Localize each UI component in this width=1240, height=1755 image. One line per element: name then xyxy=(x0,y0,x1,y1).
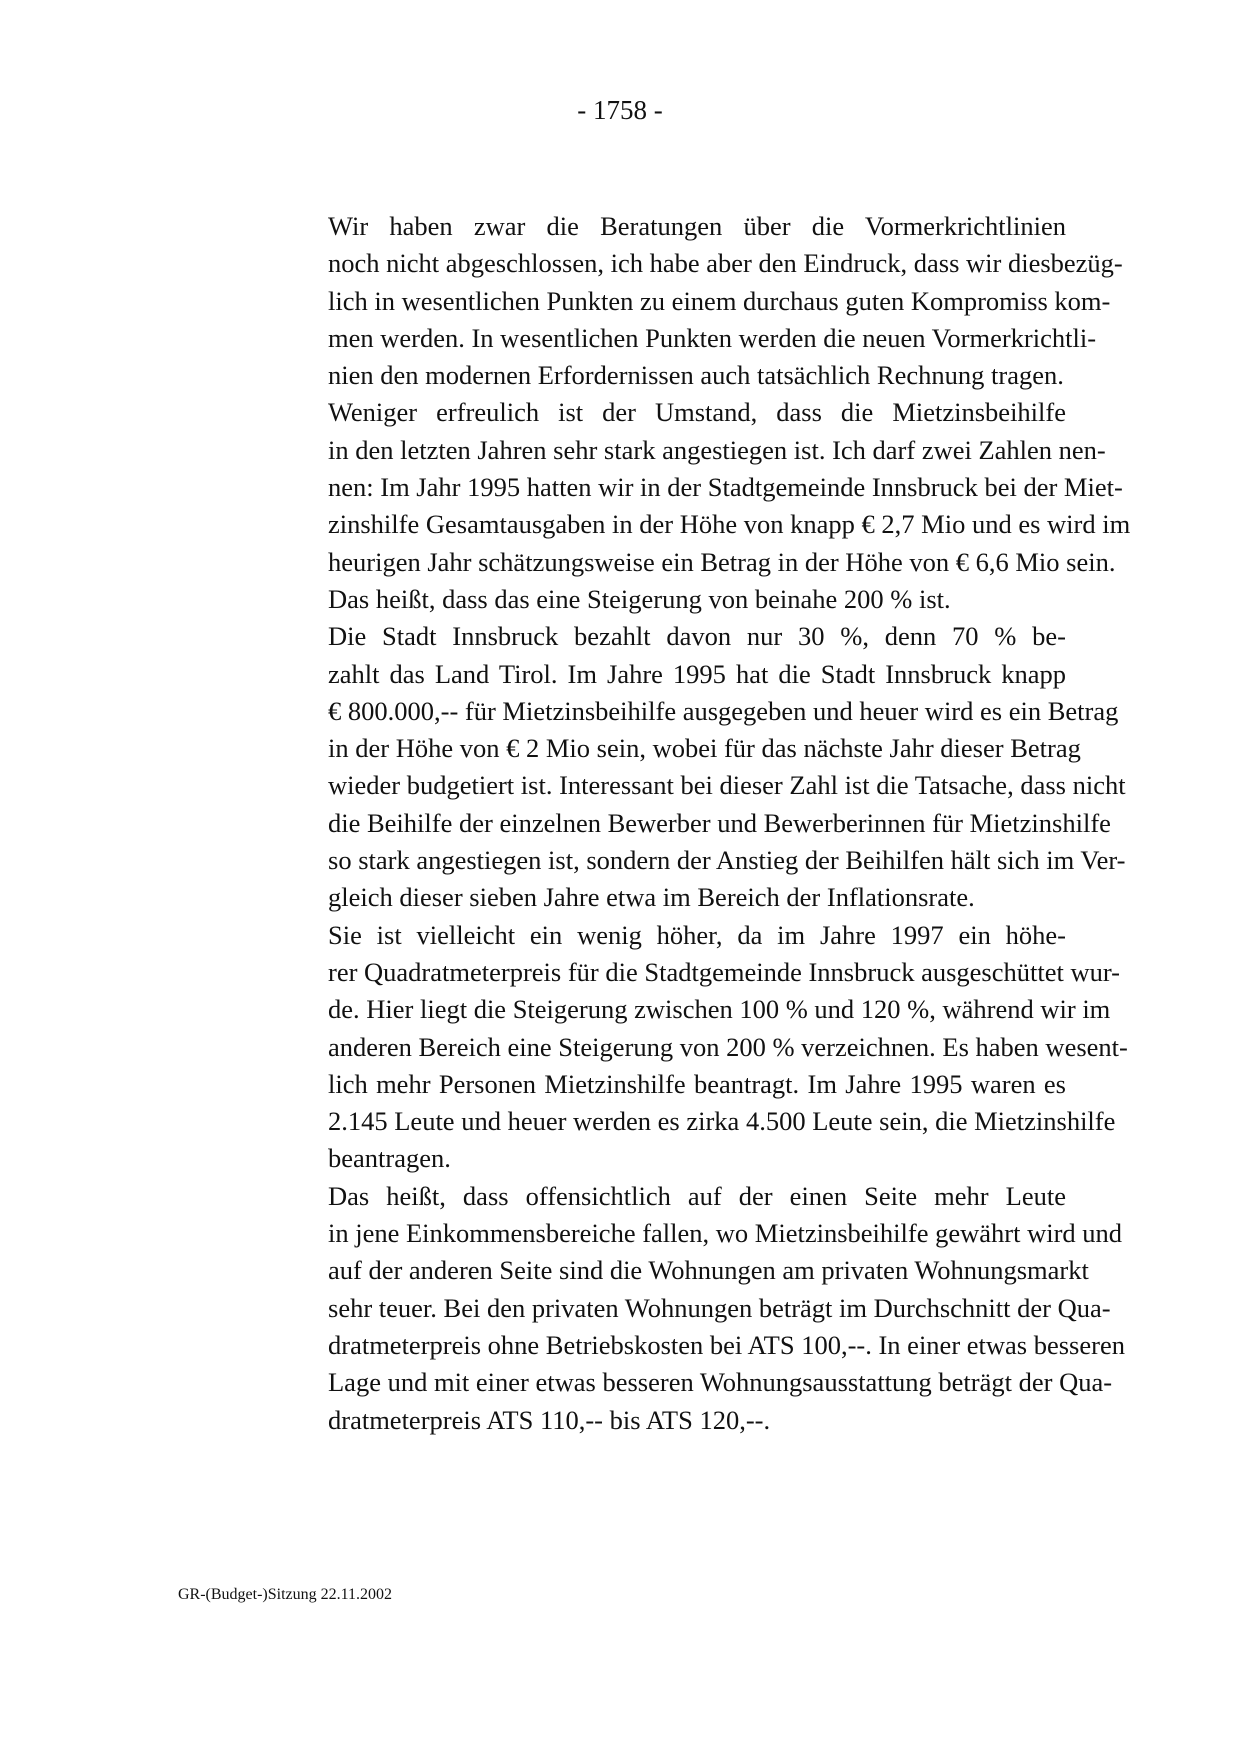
text-line: de. Hier liegt die Steigerung zwischen 100 % und 120 %, während wir im xyxy=(328,994,1111,1025)
text-line: 2.145 Leute und heuer werden es zirka 4.500 Leute sein, die Mietzinshilfe xyxy=(328,1106,1116,1137)
page-number: - 1758 - xyxy=(577,95,663,125)
text-line: gleich dieser sieben Jahre etwa im Bereich der Inflationsrate. xyxy=(328,882,975,913)
paragraph xyxy=(178,1178,1125,1439)
text-line: € 800.000,-- für Mietzinsbeihilfe ausgegeben und heuer wird es ein Betrag xyxy=(328,695,1119,726)
text-line: die Beihilfe der einzelnen Bewerber und Bewerberinnen für Mietzinshilfe xyxy=(328,807,1111,838)
text-line: rer Quadratmeterpreis für die Stadtgemeinde Innsbruck ausgeschüttet wur- xyxy=(328,956,1120,987)
text-line: auf der anderen Seite sind die Wohnungen am privaten Wohnungsmarkt xyxy=(328,1255,1089,1286)
text-line: so stark angestiegen ist, sondern der Anstieg der Beihilfen hält sich im Ver- xyxy=(328,845,1126,876)
text-line: zinshilfe Gesamtausgaben in der Höhe von knapp € 2,7 Mio und es wird im xyxy=(328,509,1131,540)
paragraph xyxy=(178,917,1128,1178)
text-line: lich in wesentlichen Punkten zu einem durchaus guten Kompromiss kom- xyxy=(328,285,1111,316)
text-line: Die Stadt Innsbruck bezahlt davon nur 30 %, denn 70 % be- xyxy=(328,621,1066,652)
paragraph xyxy=(178,208,1123,394)
text-line: anderen Bereich eine Steigerung von 200 % verzeichnen. Es haben wesent- xyxy=(328,1031,1128,1062)
text-line: nen: Im Jahr 1995 hatten wir in der Stadtgemeinde Innsbruck bei der Miet- xyxy=(328,472,1123,503)
text-line: zahlt das Land Tirol. Im Jahre 1995 hat die Stadt Innsbruck knapp xyxy=(328,658,1066,689)
text-line: dratmeterpreis ohne Betriebskosten bei ATS 100,--. In einer etwas besseren xyxy=(328,1329,1125,1360)
text-line: sehr teuer. Bei den privaten Wohnungen beträgt im Durchschnitt der Qua- xyxy=(328,1292,1111,1323)
text-line: noch nicht abgeschlossen, ich habe aber den Eindruck, dass wir diesbezüg- xyxy=(328,248,1123,279)
text-line: lich mehr Personen Mietzinshilfe beantragt. Im Jahre 1995 waren es xyxy=(328,1068,1066,1099)
text-line: in der Höhe von € 2 Mio sein, wobei für das nächste Jahr dieser Betrag xyxy=(328,733,1081,764)
text-line: Wir haben zwar die Beratungen über die Vormerkrichtlinien xyxy=(328,211,1066,241)
text-line: heurigen Jahr schätzungsweise ein Betrag in der Höhe von € 6,6 Mio sein. xyxy=(328,546,1116,577)
text-line: wieder budgetiert ist. Interessant bei dieser Zahl ist die Tatsache, dass nicht xyxy=(328,770,1126,801)
paragraph xyxy=(178,618,1126,916)
paragraph xyxy=(178,394,1131,618)
text-line: dratmeterpreis ATS 110,-- bis ATS 120,--. xyxy=(328,1404,771,1435)
text-line: nien den modernen Erfordernissen auch tatsächlich Rechnung tragen. xyxy=(328,360,1064,391)
text-line: Das heißt, dass offensichtlich auf der einen Seite mehr Leute xyxy=(328,1180,1066,1211)
document-body xyxy=(178,208,1131,1439)
text-line: in den letzten Jahren sehr stark angestiegen ist. Ich darf zwei Zahlen nen- xyxy=(328,434,1106,465)
text-line: in jene Einkommensbereiche fallen, wo Mietzinsbeihilfe gewährt wird und xyxy=(328,1218,1123,1249)
text-line: Das heißt, dass das eine Steigerung von beinahe 200 % ist. xyxy=(328,583,951,614)
text-line: Sie ist vielleicht ein wenig höher, da im Jahre 1997 ein höhe- xyxy=(328,919,1066,950)
text-line: Weniger erfreulich ist der Umstand, dass die Mietzinsbeihilfe xyxy=(328,397,1066,428)
text-line: Lage und mit einer etwas besseren Wohnungsausstattung beträgt der Qua- xyxy=(328,1367,1113,1398)
text-line: beantragen. xyxy=(328,1143,451,1174)
footer-session-info: GR-(Budget-)Sitzung 22.11.2002 xyxy=(178,1586,393,1603)
text-line: men werden. In wesentlichen Punkten werden die neuen Vormerkrichtli- xyxy=(328,322,1097,353)
